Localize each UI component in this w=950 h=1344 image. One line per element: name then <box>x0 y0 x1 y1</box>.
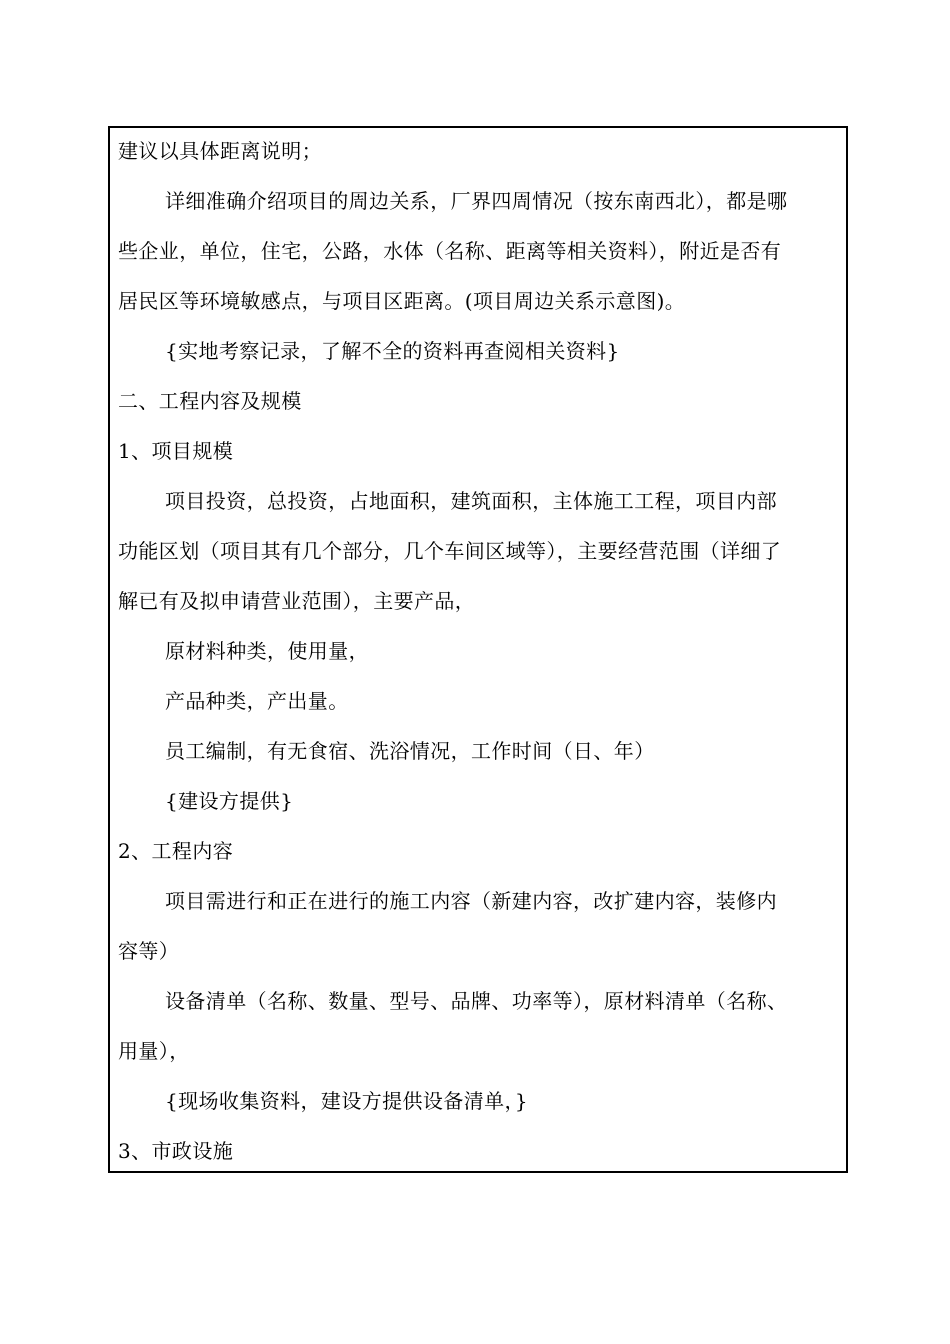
text-line: 项目需进行和正在进行的施工内容（新建内容，改扩建内容，装修内 <box>165 889 777 913</box>
text-line: 项目投资，总投资，占地面积，建筑面积，主体施工工程，项目内部 <box>165 489 777 513</box>
text-line: {现场收集资料，建设方提供设备清单，} <box>165 1089 529 1113</box>
text-line: 解已有及拟申请营业范围），主要产品， <box>118 589 476 613</box>
text-line: 容等） <box>118 939 180 963</box>
text-line: 用量）， <box>118 1039 190 1063</box>
subsection-heading: 2、工程内容 <box>118 839 234 863</box>
text-line: 设备清单（名称、数量、型号、品牌、功率等），原材料清单（名称、 <box>165 989 788 1013</box>
text-line: 员工编制，有无食宿、洗浴情况，工作时间（日、年） <box>165 739 655 763</box>
text-line: 产品种类，产出量。 <box>165 689 349 713</box>
text-line: {实地考察记录，了解不全的资料再查阅相关资料} <box>165 339 620 363</box>
text-line: 居民区等环境敏感点，与项目区距离。(项目周边关系示意图)。 <box>118 289 686 313</box>
text-line: {建设方提供} <box>165 789 294 813</box>
subsection-heading: 3、市政设施 <box>118 1139 234 1163</box>
text-line: 些企业，单位，住宅，公路，水体（名称、距离等相关资料），附近是否有 <box>118 239 782 263</box>
text-line: 详细准确介绍项目的周边关系，厂界四周情况（按东南西北），都是哪 <box>165 189 788 213</box>
text-line: 原材料种类，使用量， <box>165 639 369 663</box>
text-line: 建议以具体距离说明； <box>118 139 322 163</box>
section-heading: 二、工程内容及规模 <box>118 389 302 413</box>
text-line: 功能区划（项目其有几个部分，几个车间区域等），主要经营范围（详细了 <box>118 539 782 563</box>
subsection-heading: 1、项目规模 <box>118 439 234 463</box>
